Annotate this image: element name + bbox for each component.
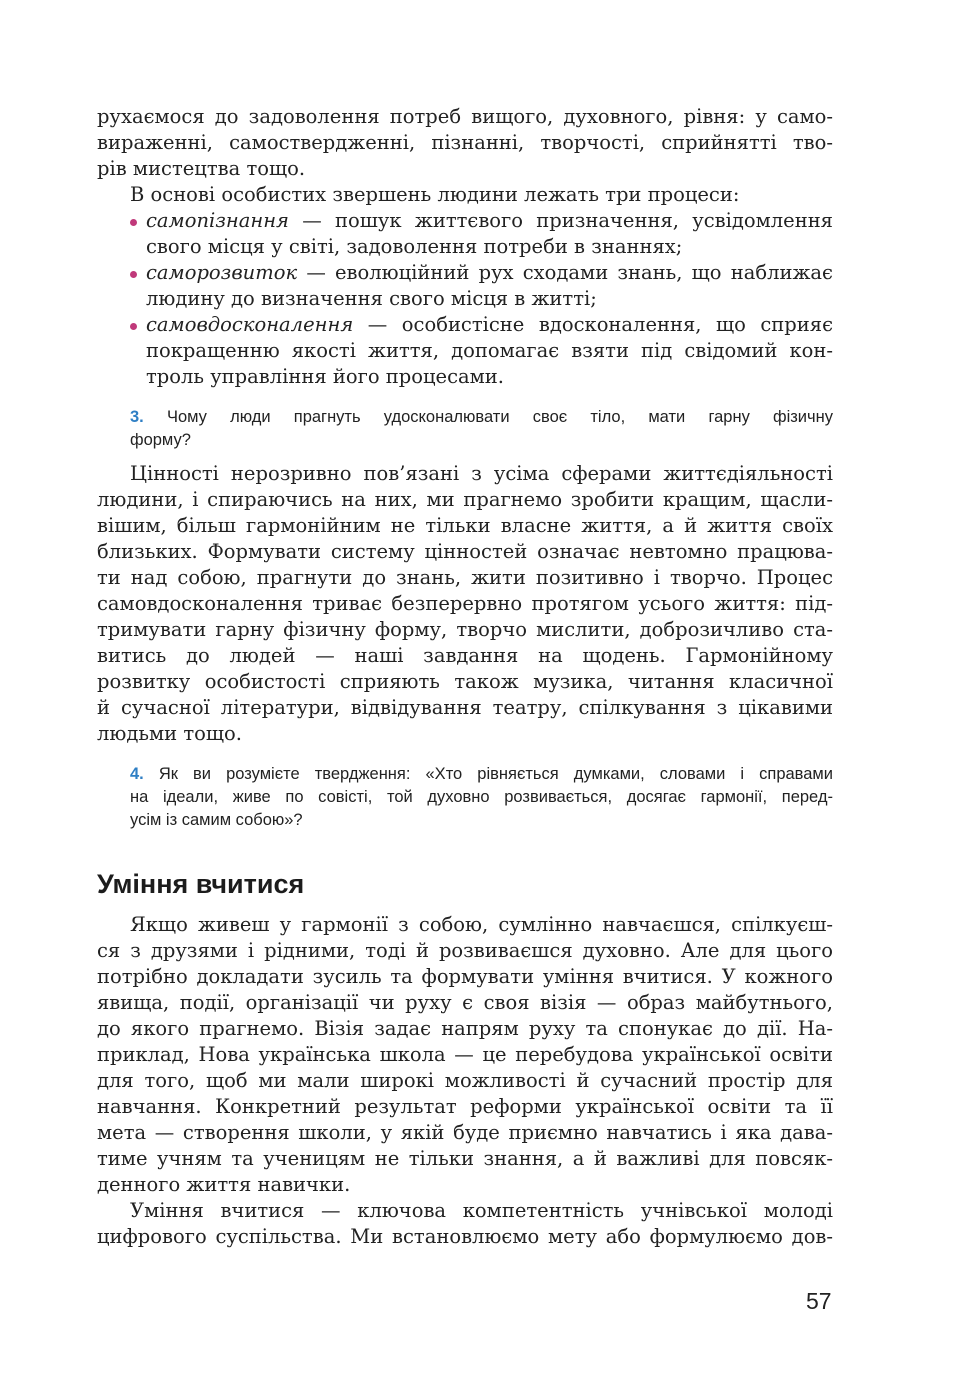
question-number: 4. bbox=[130, 765, 144, 783]
competence-paragraph: Уміння вчитися — ключова компетентність учнівської молоді цифрового суспільства. Ми встановлюємо мету або формулюємо дов- bbox=[97, 1199, 833, 1248]
bullet-icon bbox=[130, 323, 137, 330]
values-paragraph: Цінності нерозривно пов’язані з усіма сферами життєдіяльності людини, і спираючись на них, ми прагнемо зробити кращим, щасли- вішим, більш гармонійним не тільки власне життя, а й життя своїх близьких. Формувати систему цінностей означає невтомно працюва- ти над собою, прагнути до знань, жити позитивно і творчо. Процес самовдосконалення триває безперервно протягом усього життя: під- тримувати гарну фізичну форму, творчо мислити, доброзичливо ста- витись до людей — наші завдання на щодень. Гармонійному розвитку особистості сприяють також музика, читання класичної й сучасної літератури, відвідування театру, спілкування з цікавими людьми тощо. bbox=[97, 462, 833, 745]
bullet-icon bbox=[130, 219, 137, 226]
list-item: самовдосконалення — особистісне вдосконалення, що сприяє покращенню якості життя, допомагає взяти під свідомий кон- троль управління його процесами. bbox=[97, 312, 833, 390]
lead-sentence: В основі особистих звершень людини лежать три процеси: bbox=[130, 183, 740, 206]
process-list bbox=[97, 208, 833, 390]
learning-paragraph: Якщо живеш у гармонії з собою, сумлінно навчаєшся, спілкуєш- ся з друзями і рідними, тоді й розвиваєшся духовно. Але для цього потрібно докладати зусиль та формувати уміння вчитися. У кожного явища, події, організації чи руху є своя візія — образ майбутнього, до якого прагнемо. Візія задає напрям руху та спонукає до дії. На- приклад, Нова українська школа — це перебудова української освіти для того, щоб ми мали широкі можливості й сучасний простір для навчання. Конкретний результат реформи української освіти та її мета — створення школи, у якій буде приємно навчатись і яка дава- тиме учням та ученицям не тільки знання, а й важливі для повсяк- денного життя навички. bbox=[97, 913, 833, 1196]
page-number: 57 bbox=[806, 1288, 832, 1314]
question-3: 3. Чому люди прагнуть удосконалювати своє тіло, мати гарну фізичну форму? bbox=[130, 408, 833, 449]
list-item: саморозвиток — еволюційний рух сходами знань, що наближає людину до визначення свого місця в житті; bbox=[97, 260, 833, 312]
question-4: 4. Як ви розумієте твердження: «Хто рівняється думками, словами і справами на ідеали, живе по совісті, той духовно розвивається, досягає гармонії, перед- усім із самим собою»? bbox=[130, 765, 833, 829]
intro-paragraph: рухаємося до задоволення потреб вищого, духовного, рівня: у само- вираженні, самоствердженні, пізнанні, творчості, сприйнятті тво- рів мистецтва тощо. bbox=[97, 105, 833, 180]
list-item: самопізнання — пошук життєвого призначення, усвідомлення свого місця у світі, задоволення потреби в знаннях; bbox=[97, 208, 833, 260]
bullet-icon bbox=[130, 271, 137, 278]
question-number: 3. bbox=[130, 408, 144, 426]
section-heading: Уміння вчитися bbox=[97, 869, 305, 899]
page-content bbox=[97, 104, 833, 1250]
